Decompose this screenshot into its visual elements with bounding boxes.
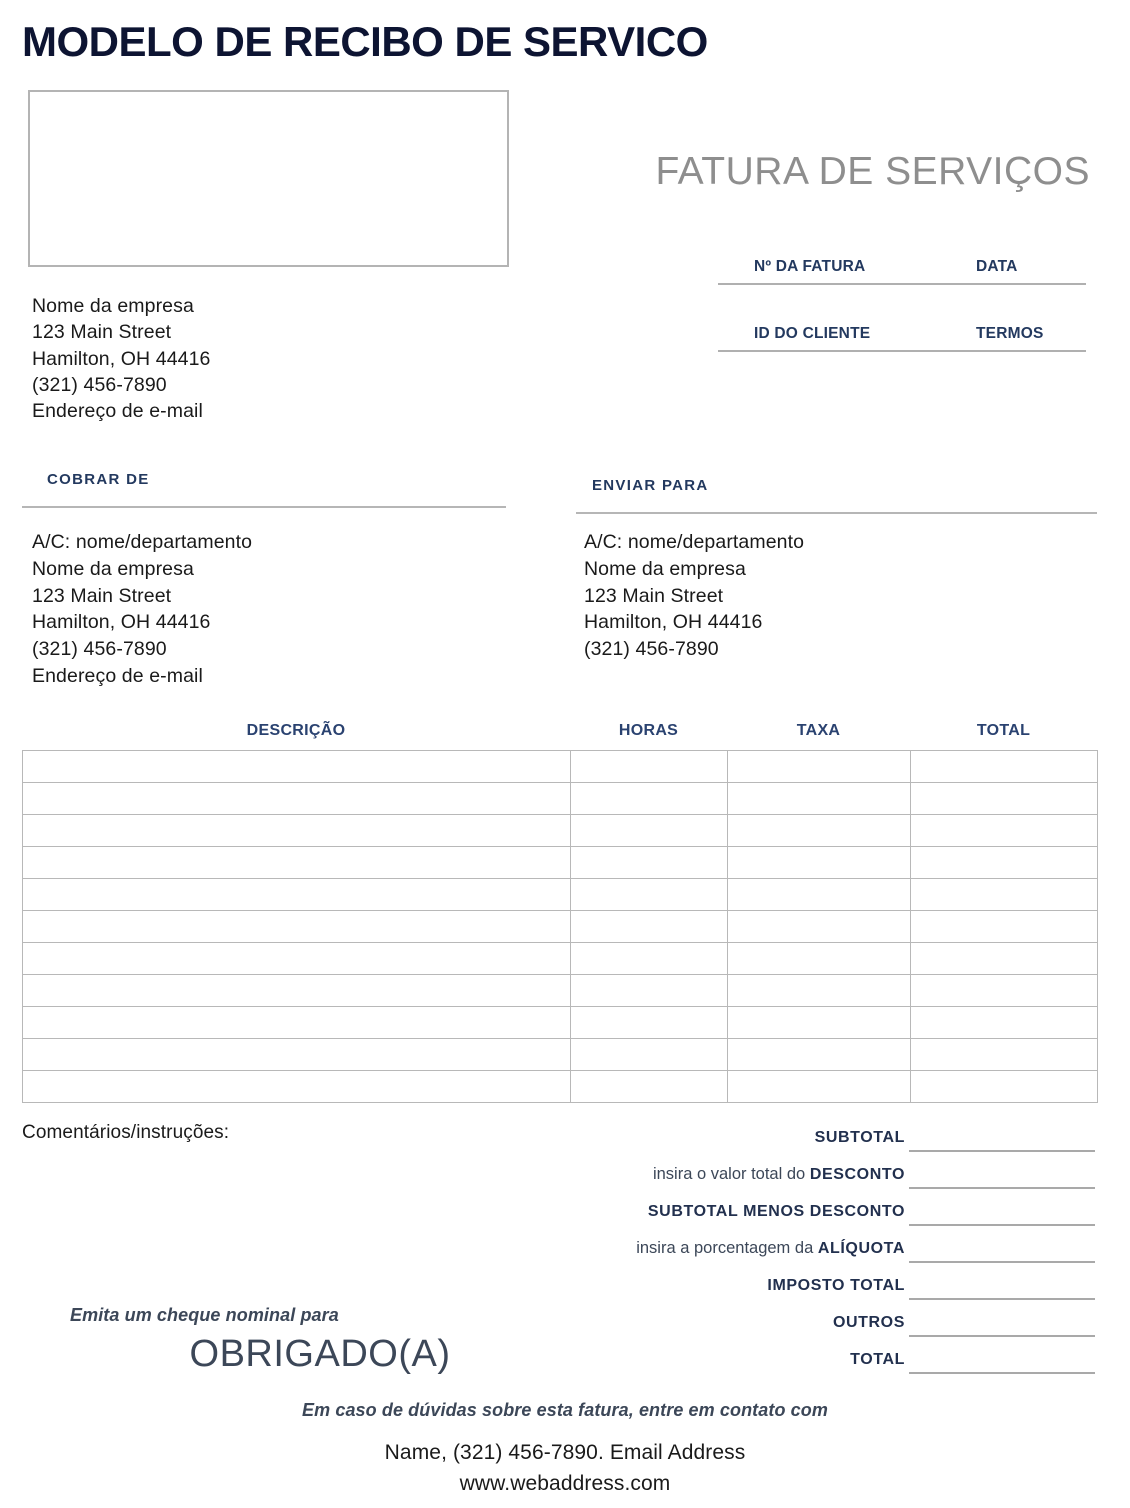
table-cell-description[interactable] xyxy=(23,847,571,879)
bill-to-heading: COBRAR DE xyxy=(47,471,150,488)
logo-placeholder-box[interactable] xyxy=(28,90,509,267)
table-cell-rate[interactable] xyxy=(728,943,911,975)
totals-label xyxy=(833,1314,905,1332)
totals-label-key: SUBTOTAL xyxy=(814,1129,905,1146)
totals-value-field[interactable] xyxy=(909,1224,1095,1226)
totals-label xyxy=(648,1203,905,1221)
table-cell-rate[interactable] xyxy=(728,911,911,943)
totals-label xyxy=(767,1277,905,1295)
totals-row xyxy=(600,1155,1097,1192)
bill-to-address-block xyxy=(32,529,252,690)
totals-value-field[interactable] xyxy=(909,1187,1095,1189)
table-cell-total[interactable] xyxy=(911,847,1098,879)
table-cell-hours[interactable] xyxy=(571,751,728,783)
table-cell-rate[interactable] xyxy=(728,847,911,879)
totals-row xyxy=(600,1266,1097,1303)
meta-row-invoice-date xyxy=(718,258,1086,286)
totals-row xyxy=(600,1303,1097,1340)
comments-label: Comentários/instruções: xyxy=(22,1122,230,1143)
invoice-number-label: Nº DA FATURA xyxy=(754,258,866,275)
items-table-header xyxy=(22,722,1097,746)
table-cell-hours[interactable] xyxy=(571,879,728,911)
footer-question: Em caso de dúvidas sobre esta fatura, entre em contato com xyxy=(302,1400,828,1420)
ship-to-line: (321) 456-7890 xyxy=(584,638,719,661)
footer-website[interactable]: www.webaddress.com xyxy=(459,1472,671,1495)
table-cell-total[interactable] xyxy=(911,783,1098,815)
company-line: Hamilton, OH 44416 xyxy=(32,347,211,370)
totals-label-key: IMPOSTO TOTAL xyxy=(767,1277,905,1294)
table-row xyxy=(23,975,1098,1007)
table-cell-hours[interactable] xyxy=(571,815,728,847)
table-row xyxy=(23,847,1098,879)
footer-contact-block xyxy=(0,1437,1130,1499)
table-cell-rate[interactable] xyxy=(728,783,911,815)
page-title: MODELO DE RECIBO DE SERVICO xyxy=(22,18,708,65)
totals-section xyxy=(600,1118,1097,1377)
company-line: Nome da empresa xyxy=(32,295,194,317)
table-cell-rate[interactable] xyxy=(728,1039,911,1071)
table-cell-description[interactable] xyxy=(23,879,571,911)
table-cell-total[interactable] xyxy=(911,1071,1098,1103)
table-cell-rate[interactable] xyxy=(728,751,911,783)
table-row xyxy=(23,879,1098,911)
table-cell-hours[interactable] xyxy=(571,975,728,1007)
ship-to-line: A/C: nome/departamento xyxy=(584,531,805,553)
totals-label-key: TOTAL xyxy=(850,1351,905,1368)
column-header-total: TOTAL xyxy=(976,722,1031,739)
totals-label-key: ALÍQUOTA xyxy=(817,1240,905,1257)
totals-label-prefix: insira a porcentagem da xyxy=(636,1239,818,1257)
table-cell-description[interactable] xyxy=(23,815,571,847)
totals-value-field[interactable] xyxy=(909,1372,1095,1374)
table-cell-total[interactable] xyxy=(911,1039,1098,1071)
table-row xyxy=(23,783,1098,815)
table-cell-description[interactable] xyxy=(23,783,571,815)
table-cell-description[interactable] xyxy=(23,1007,571,1039)
ship-to-line: Hamilton, OH 44416 xyxy=(584,611,763,634)
ship-to-rule xyxy=(576,512,1097,514)
bill-to-line: Hamilton, OH 44416 xyxy=(32,611,211,634)
totals-label xyxy=(815,1129,905,1147)
totals-label-key: DESCONTO xyxy=(809,1166,905,1183)
table-cell-rate[interactable] xyxy=(728,1007,911,1039)
table-cell-hours[interactable] xyxy=(571,911,728,943)
table-cell-hours[interactable] xyxy=(571,783,728,815)
company-line: Endereço de e-mail xyxy=(32,400,203,423)
table-cell-total[interactable] xyxy=(911,943,1098,975)
meta-row-customer-terms xyxy=(718,325,1086,353)
column-header-description: DESCRIÇÃO xyxy=(246,722,346,739)
table-cell-description[interactable] xyxy=(23,975,571,1007)
totals-label xyxy=(653,1165,905,1184)
totals-label xyxy=(636,1239,905,1258)
bill-to-line: Nome da empresa xyxy=(32,557,194,580)
table-cell-total[interactable] xyxy=(911,879,1098,911)
meta-rule-invoice-date[interactable] xyxy=(718,283,1086,285)
totals-value-field[interactable] xyxy=(909,1150,1095,1152)
bill-to-rule xyxy=(22,506,506,508)
totals-label xyxy=(850,1351,905,1369)
totals-label-key: SUBTOTAL MENOS DESCONTO xyxy=(647,1203,905,1220)
totals-row xyxy=(600,1229,1097,1266)
terms-label: TERMOS xyxy=(976,325,1044,342)
company-line: (321) 456-7890 xyxy=(32,373,167,396)
table-row xyxy=(23,1071,1098,1103)
ship-to-address-block xyxy=(584,529,804,663)
footer-contact-line: Name, (321) 456-7890. Email Address xyxy=(384,1441,746,1464)
table-cell-hours[interactable] xyxy=(571,943,728,975)
totals-label-prefix: insira o valor total do xyxy=(652,1165,810,1183)
table-row xyxy=(23,751,1098,783)
customer-id-label: ID DO CLIENTE xyxy=(754,325,871,342)
table-cell-description[interactable] xyxy=(23,943,571,975)
company-address-block xyxy=(32,293,210,424)
totals-label-key: OUTROS xyxy=(832,1314,905,1331)
totals-row xyxy=(600,1118,1097,1155)
column-header-rate: TAXA xyxy=(796,722,841,739)
table-row xyxy=(23,815,1098,847)
table-cell-description[interactable] xyxy=(23,1039,571,1071)
table-cell-description[interactable] xyxy=(23,751,571,783)
table-cell-hours[interactable] xyxy=(571,1007,728,1039)
ship-to-line: Nome da empresa xyxy=(584,557,746,580)
table-cell-hours[interactable] xyxy=(571,847,728,879)
table-cell-total[interactable] xyxy=(911,975,1098,1007)
table-cell-hours[interactable] xyxy=(571,1039,728,1071)
table-cell-total[interactable] xyxy=(911,815,1098,847)
totals-value-field[interactable] xyxy=(909,1335,1095,1337)
table-row xyxy=(23,911,1098,943)
bill-to-line: A/C: nome/departamento xyxy=(32,531,253,553)
table-cell-total[interactable] xyxy=(911,751,1098,783)
table-cell-rate[interactable] xyxy=(728,815,911,847)
totals-row xyxy=(600,1192,1097,1229)
ship-to-line: 123 Main Street xyxy=(584,584,724,607)
bill-to-line: 123 Main Street xyxy=(32,584,172,607)
totals-row xyxy=(600,1340,1097,1377)
table-cell-description[interactable] xyxy=(23,911,571,943)
items-table xyxy=(22,750,1098,1103)
date-label: DATA xyxy=(976,258,1018,275)
table-cell-rate[interactable] xyxy=(728,879,911,911)
bill-to-line: Endereço de e-mail xyxy=(32,664,203,687)
table-row xyxy=(23,943,1098,975)
ship-to-heading: ENVIAR PARA xyxy=(592,477,709,494)
company-line: 123 Main Street xyxy=(32,321,172,344)
meta-rule-customer-terms[interactable] xyxy=(718,350,1086,352)
bill-to-line: (321) 456-7890 xyxy=(32,638,167,661)
column-header-hours: HORAS xyxy=(618,722,679,739)
table-row xyxy=(23,1007,1098,1039)
table-cell-rate[interactable] xyxy=(728,975,911,1007)
invoice-heading: FATURA DE SERVIÇOS xyxy=(655,150,1090,193)
thank-you-text: OBRIGADO(A) xyxy=(189,1333,451,1375)
table-cell-hours[interactable] xyxy=(571,1071,728,1103)
totals-value-field[interactable] xyxy=(909,1298,1095,1300)
table-cell-total[interactable] xyxy=(911,911,1098,943)
table-cell-total[interactable] xyxy=(911,1007,1098,1039)
make-check-payable-note: Emita um cheque nominal para xyxy=(70,1305,339,1325)
table-row xyxy=(23,1039,1098,1071)
table-cell-rate[interactable] xyxy=(728,1071,911,1103)
totals-value-field[interactable] xyxy=(909,1261,1095,1263)
table-cell-description[interactable] xyxy=(23,1071,571,1103)
